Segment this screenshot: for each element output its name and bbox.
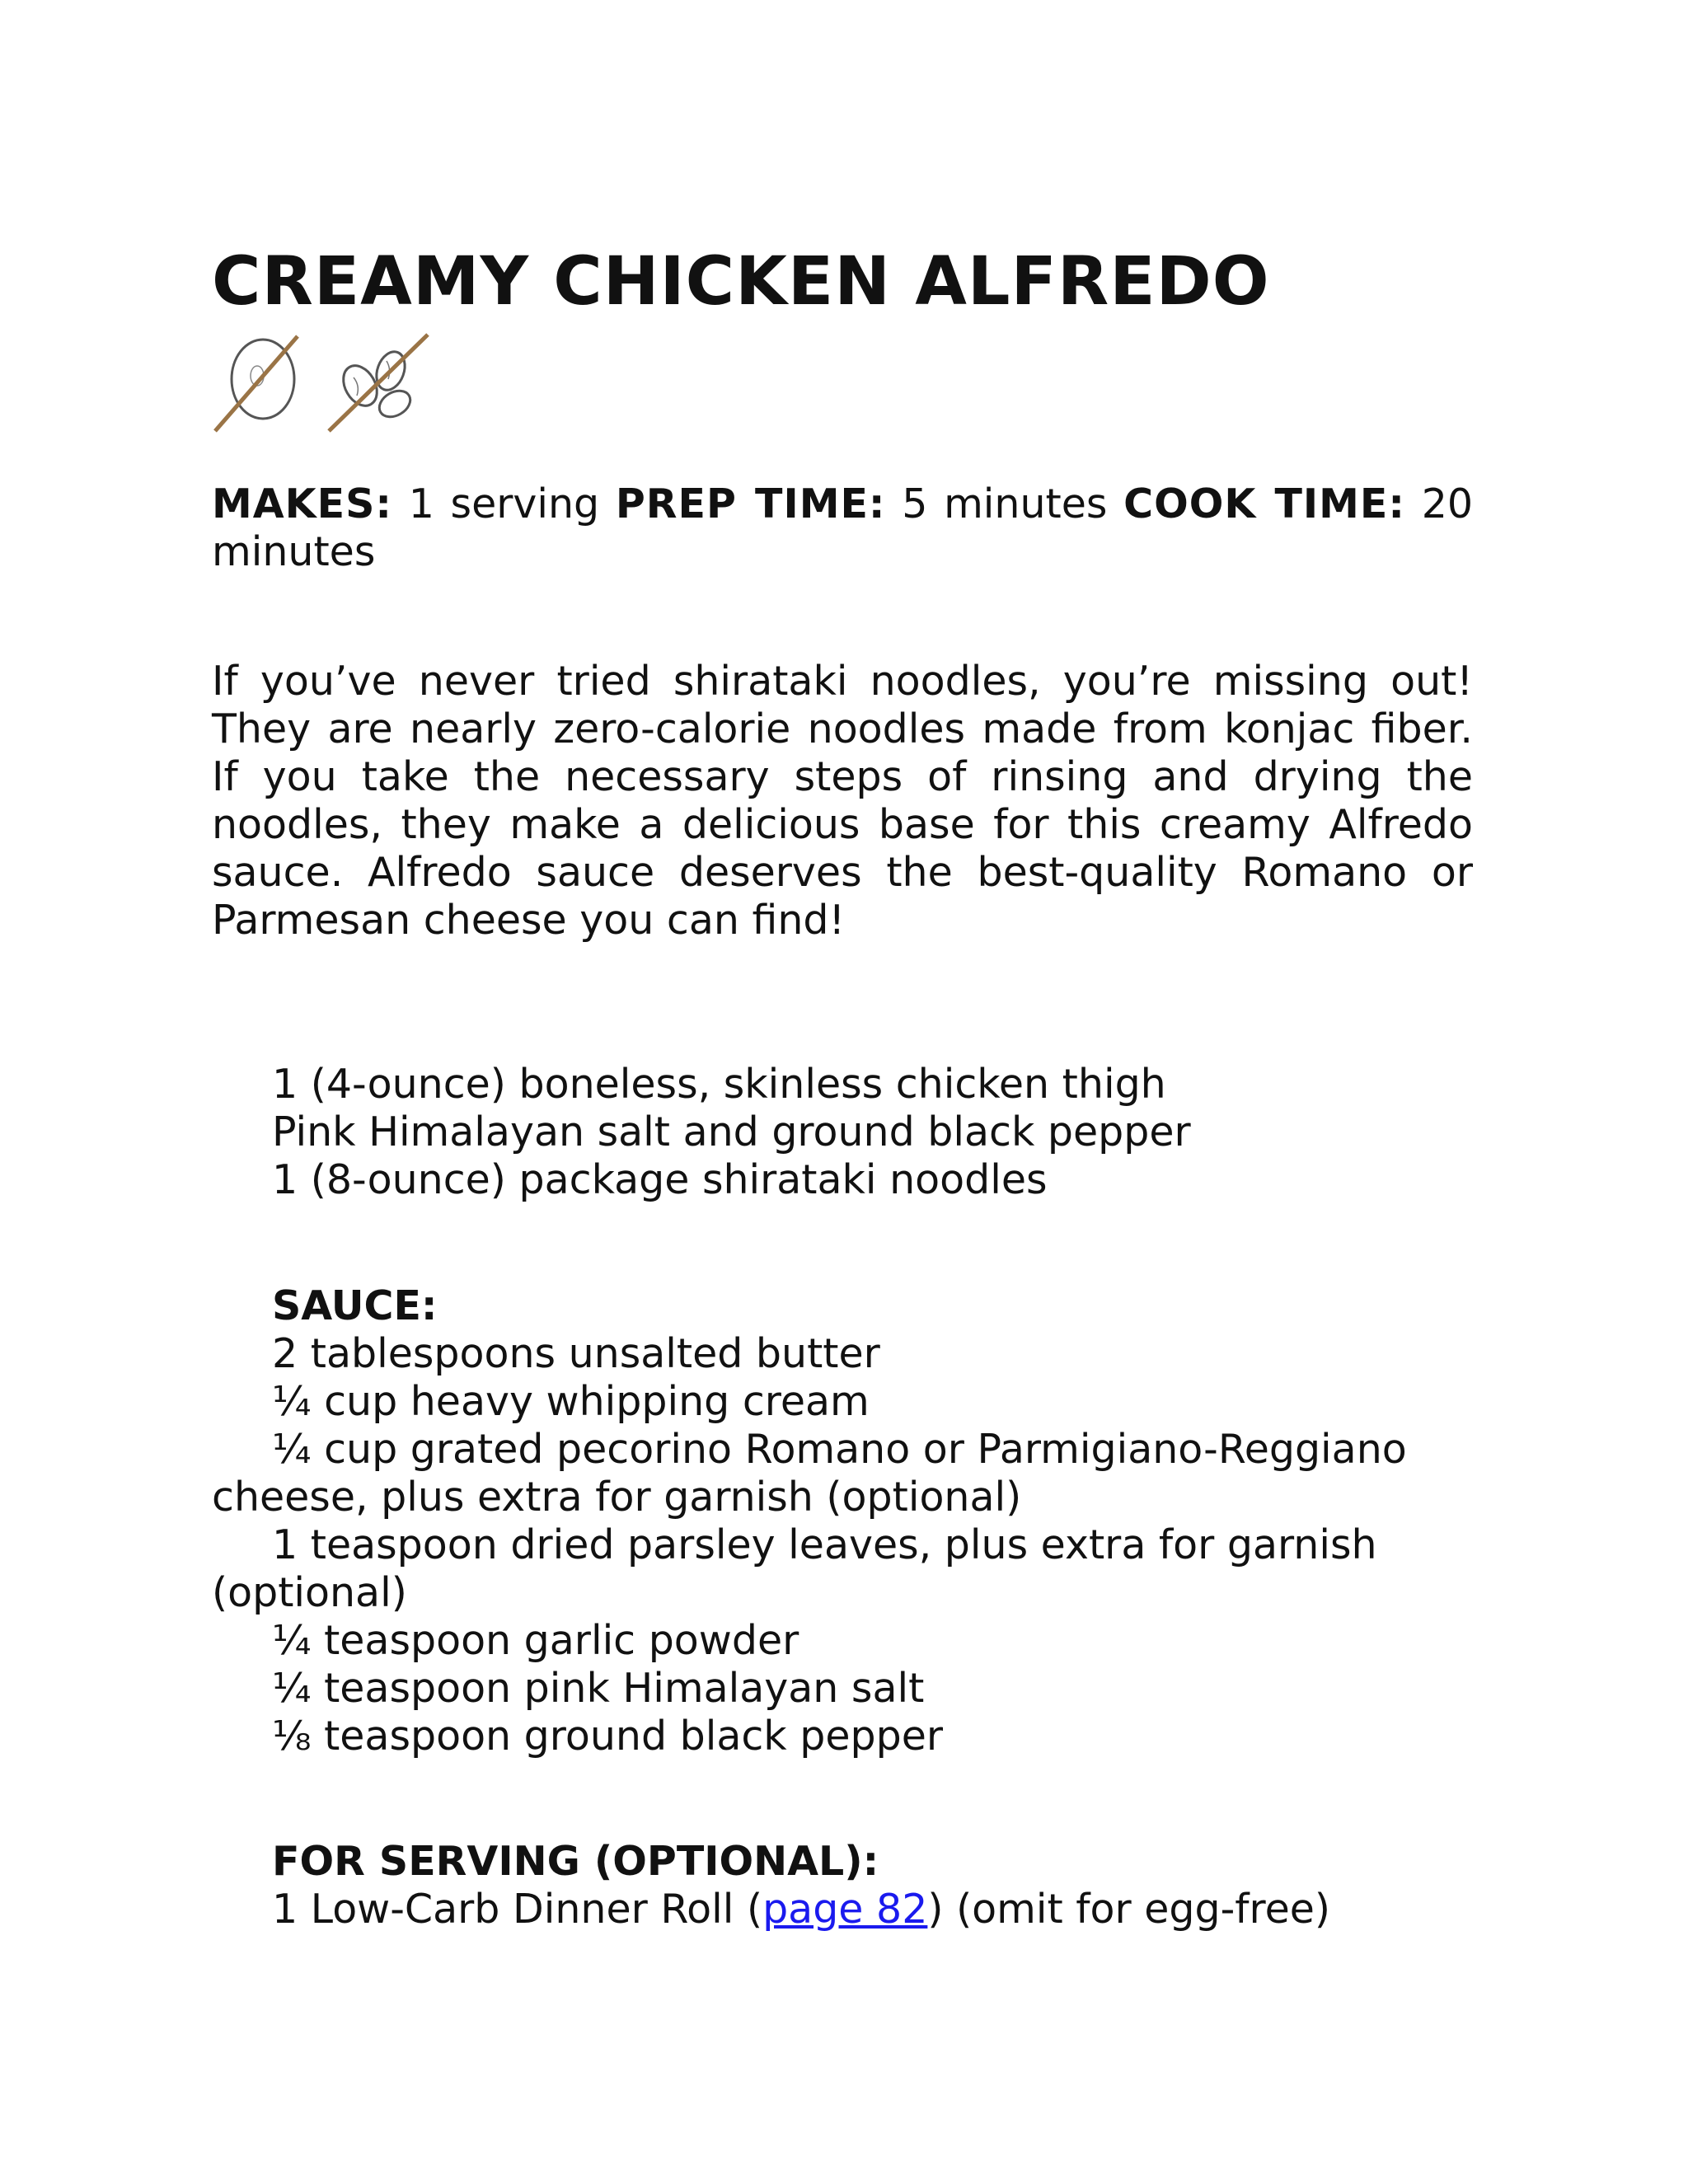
prep-time-label: PREP TIME: — [615, 480, 886, 527]
sauce-heading: SAUCE: — [272, 1282, 438, 1329]
main-ingredients — [212, 1061, 1473, 1204]
ingredient-item: ⅛ teaspoon ground black pepper — [272, 1713, 944, 1760]
prep-time-value: 5 minutes — [902, 480, 1108, 527]
ingredient-item: 1 (8-ounce) package shirataki noodles — [272, 1156, 1048, 1203]
ingredient-item: ¼ cup grated pecorino Romano or Parmigiano-Reggiano cheese, plus extra for garnish (optional) — [212, 1426, 1407, 1521]
makes-value: 1 serving — [408, 480, 600, 527]
serving-item — [212, 1886, 1473, 1933]
cook-time-value: 20 — [1421, 480, 1474, 527]
ingredient-item: Pink Himalayan salt and ground black pepper — [272, 1108, 1191, 1155]
sauce-ingredients — [212, 1282, 1473, 1760]
ingredient-item: 1 (4-ounce) boneless, skinless chicken thigh — [272, 1061, 1166, 1108]
allergen-icons — [212, 328, 436, 435]
serving-section — [212, 1838, 1473, 1933]
recipe-title: CREAMY CHICKEN ALFREDO — [212, 243, 1270, 321]
egg-free-icon — [212, 328, 302, 435]
makes-label: MAKES: — [212, 480, 393, 527]
recipe-intro: If you’ve never tried shirataki noodles, you’re missing out! They are nearly zero-calorie noodles made from konjac fiber. If you take the necessary steps of rinsing and drying the noodles, they make a delicious base for this creamy Alfredo sauce. Alfredo sauce deserves the best-quality Romano or Parmesan cheese you can find! — [212, 658, 1473, 944]
page-82-link[interactable]: page 82 — [762, 1886, 928, 1933]
ingredient-item: 2 tablespoons unsalted butter — [272, 1330, 880, 1377]
recipe-meta — [212, 480, 1473, 528]
ingredient-item: ¼ cup heavy whipping cream — [272, 1378, 870, 1425]
cook-time-label: COOK TIME: — [1123, 480, 1405, 527]
cook-time-unit: minutes — [212, 528, 376, 575]
ingredient-item: 1 teaspoon dried parsley leaves, plus extra for garnish (optional) — [212, 1521, 1377, 1616]
serving-heading: FOR SERVING (OPTIONAL): — [272, 1838, 879, 1885]
ingredient-item: ¼ teaspoon garlic powder — [272, 1617, 799, 1664]
serving-item-suffix: ) (omit for egg-free) — [927, 1886, 1331, 1933]
ingredient-item: ¼ teaspoon pink Himalayan salt — [272, 1665, 925, 1712]
nut-free-icon — [321, 328, 436, 435]
serving-item-prefix: 1 Low-Carb Dinner Roll ( — [272, 1886, 763, 1933]
